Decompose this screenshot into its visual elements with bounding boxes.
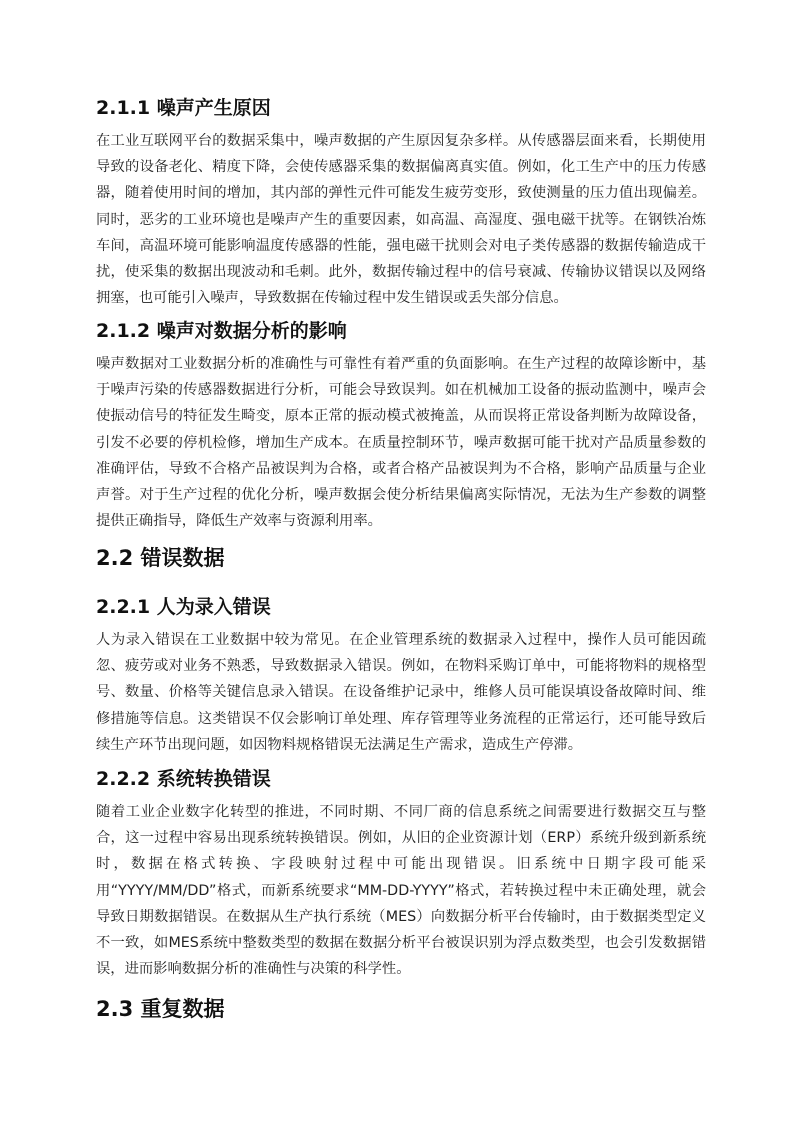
section-heading: 2.2.2 系统转换错误 [96,768,271,790]
section-paragraph: 人为录入错误在工业数据中较为常见。在企业管理系统的数据录入过程中，操作人员可能因疏忽、疲劳或对业务不熟悉，导致数据录入错误。例如，在物料采购订单中，可能将物料的规格型号、数量、价格等关键信息录入错误。在设备维护记录中，维修人员可能误填设备故障时间、维修措施等信息。这类错误不仅会影响订单处理、库存管理等业务流程的正常运行，还可能导致后续生产环节出现问题，如因物料规格错误无法满足生产需求，造成生产停滞。 [96,632,706,753]
section-noise-causes [96,95,706,311]
section-heading: 2.2 错误数据 [96,546,225,570]
section-error-data [96,544,706,572]
section-heading: 2.1.1 噪声产生原因 [96,97,271,119]
section-paragraph: 在工业互联网平台的数据采集中，噪声数据的产生原因复杂多样。从传感器层面来看，长期使用导致的设备老化、精度下降，会使传感器采集的数据偏离真实值。例如，化工生产中的压力传感器，随着使用时间的增加，其内部的弹性元件可能发生疲劳变形，致使测量的压力值出现偏差。同时，恶劣的工业环境也是噪声产生的重要因素，如高温、高湿度、强电磁干扰等。在钢铁冶炼车间，高温环境可能影响温度传感器的性能，强电磁干扰则会对电子类传感器的数据传输造成干扰，使采集的数据出现波动和毛刺。此外，数据传输过程中的信号衰减、传输协议错误以及网络拥塞，也可能引入噪声，导致数据在传输过程中发生错误或丢失部分信息。 [96,133,706,307]
section-paragraph: 随着工业企业数字化转型的推进，不同时期、不同厂商的信息系统之间需要进行数据交互与整合，这一过程中容易出现系统转换错误。例如，从旧的企业资源计划（ERP）系统升级到新系统时，数据在格式转换、字段映射过程中可能出现错误。旧系统中日期字段可能采用“YYYY/MM/DD”格式，而新系统要求“MM-DD-YYYY”格式，若转换过程中未正确处理，就会导致日期数据错误。在数据从生产执行系统（MES）向数据分析平台传输时，由于数据类型定义不一致，如MES系统中整数类型的数据在数据分析平台被误识别为浮点数类型，也会引发数据错误，进而影响数据分析的准确性与决策的科学性。 [96,804,706,978]
section-system-conversion-errors [96,766,706,982]
section-noise-impact [96,318,706,534]
section-heading: 2.2.1 人为录入错误 [96,596,271,618]
section-duplicate-data [96,995,706,1023]
section-manual-entry-errors [96,594,706,758]
section-paragraph: 噪声数据对工业数据分析的准确性与可靠性有着严重的负面影响。在生产过程的故障诊断中，基于噪声污染的传感器数据进行分析，可能会导致误判。如在机械加工设备的振动监测中，噪声会使振动信号的特征发生畸变，原本正常的振动模式被掩盖，从而误将正常设备判断为故障设备，引发不必要的停机检修，增加生产成本。在质量控制环节，噪声数据可能干扰对产品质量参数的准确评估，导致不合格产品被误判为合格，或者合格产品被误判为不合格，影响产品质量与企业声誉。对于生产过程的优化分析，噪声数据会使分析结果偏离实际情况，无法为生产参数的调整提供正确指导，降低生产效率与资源利用率。 [96,356,706,530]
section-heading: 2.3 重复数据 [96,997,225,1021]
section-heading: 2.1.2 噪声对数据分析的影响 [96,320,347,342]
